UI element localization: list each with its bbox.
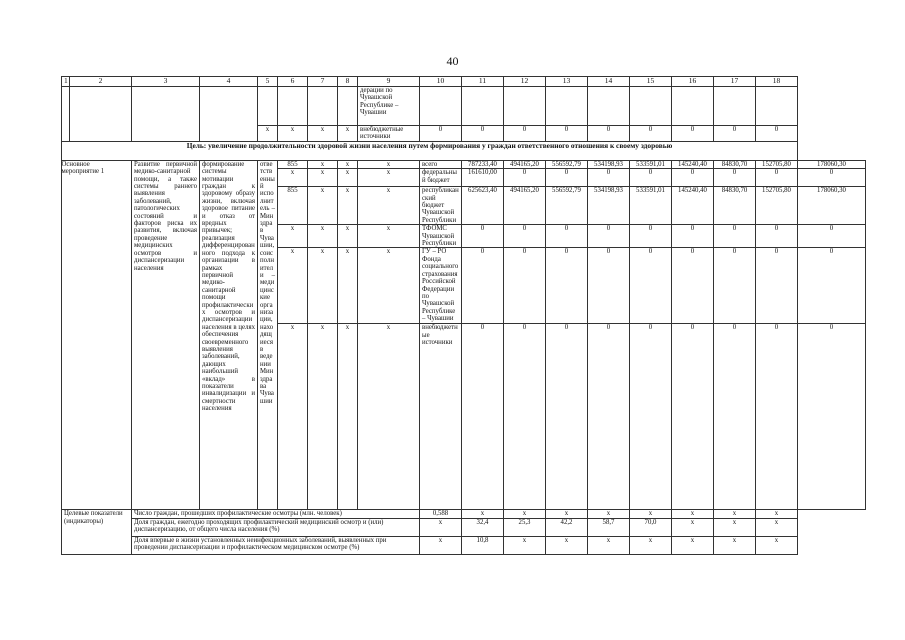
source-cell: ТФОМС Чувашской Республики	[420, 225, 462, 248]
source-cell: внебюджетные источники	[358, 126, 420, 142]
col-header: 16	[672, 77, 714, 87]
col-header: 4	[200, 77, 258, 87]
source-cell: дерации по Чувашской Республике – Чувашии	[358, 87, 420, 126]
indicator-name: Доля впервые в жизни установленных неинфекционных заболеваний, выявленных при проведении диспансеризации и профилактическом медицинском осмотре (%)	[132, 536, 420, 554]
source-cell: всего	[420, 160, 462, 168]
col-header: 11	[462, 77, 504, 87]
source-cell: внебюджетные источники	[420, 324, 462, 510]
event-label: Основное мероприятие 1	[60, 160, 122, 510]
indicator-name: Число граждан, прошедших профилактические осмотры (млн. человек)	[132, 510, 420, 518]
table-row: 855 x x x республиканский бюджет Чувашской Республики 625623,40 494165,20 556592,79 534198,93 533591,01 145240,40 84830,70 152705,80 178060,30	[62, 187, 866, 225]
col-header: 8	[338, 77, 358, 87]
col-header: 17	[714, 77, 756, 87]
col-header: 5	[258, 77, 278, 87]
source-cell: республиканский бюджет Чувашской Республики	[420, 187, 462, 225]
page-number: 40	[446, 54, 459, 68]
table-row: Основное мероприятие 1 Развитие первичной медико-санитарной помощи, а также системы раннего выявления заболеваний, патологических состояний и факторов риска их развития, включая проведение медицинских осмотров и диспансеризации населения формирование системы мотивации граждан к здоровому образу жизни, включая здоровое питание и отказ от вредных привычек; реализация дифференцированного подхода к организации в рамках первичной медико-санитарной помощи профилактических осмотров и диспансеризации населения в целях обеспечения своевременного выявления заболеваний, дающих наибольший «вклад» в показатели инвалидизации и смертности населения ответственный исполнитель – Минздрав Чувашии, соисполнители – медицинские организации, находящиеся в ведении Минздрава Чувашии 855 x x x всего 787233,40 494165,20 556592,79 534198,93 533591,01 145240,40 84830,70 152705,80 178060,30	[62, 160, 866, 168]
table-row: x x x x внебюджетные источники 0 0 0 0 0 0 0 0 0	[62, 126, 866, 142]
col-header: 7	[308, 77, 338, 87]
table-row	[62, 87, 866, 126]
event-tasks: формирование системы мотивации граждан к здоровому образу жизни, включая здоровое питание и отказ от вредных привычек; реализация дифференцированного подхода к организации в рамках первичной медико-санитарной помощи профилактических осмотров и диспансеризации населения в целях обеспечения своевременного выявления заболеваний, дающих наибольший «вклад» в показатели инвалидизации и смертности населения	[200, 160, 258, 510]
table-row: x x x x ТФОМС Чувашской Республики 0 0 0 0 0 0 0 0 0	[62, 225, 866, 248]
indicators-label: Целевые показатели (индикаторы)	[62, 510, 132, 554]
col-header: 13	[546, 77, 588, 87]
event-executor: ответственный исполнитель – Минздрав Чувашии, соисполнители – медицинские организации, находящиеся в ведении Минздрава Чувашии	[258, 160, 278, 510]
col-header: 15	[630, 77, 672, 87]
indicator-name: Доля граждан, ежегодно проходящих профилактический медицинский осмотр и (или) диспансеризацию, от общего числа населения (%)	[132, 518, 420, 536]
source-cell: федеральный бюджет	[420, 169, 462, 187]
col-header: 6	[278, 77, 308, 87]
column-number-row	[62, 77, 866, 87]
col-header: 10	[420, 77, 462, 87]
col-header: 12	[504, 77, 546, 87]
program-table	[61, 76, 866, 555]
table-row: x x x x ГУ – РО Фонда социального страхования Российской Федерации по Чувашской Республике – Чувашии 0 0 0 0 0 0 0 0 0	[62, 248, 866, 324]
table-row: x x x x внебюджетные источники 0 0 0 0 0 0 0 0 0	[62, 324, 866, 510]
col-header: 14	[588, 77, 630, 87]
col-header: 9	[358, 77, 420, 87]
goal-heading: Цель: увеличение продолжительности здоровой жизни населения путем формирования у граждан ответственного отношения к своему здоровью	[62, 141, 798, 160]
col-header: 1	[62, 77, 70, 87]
col-header: 3	[132, 77, 200, 87]
indicator-row: Доля впервые в жизни установленных неинфекционных заболеваний, выявленных при проведении диспансеризации и профилактическом медицинском осмотре (%) x 10,8 x x x x x x x	[62, 536, 866, 554]
indicator-row: Доля граждан, ежегодно проходящих профилактический медицинский осмотр и (или) диспансеризацию, от общего числа населения (%) x 32,4 25,3 42,2 58,7 70,0 x x x	[62, 518, 866, 536]
event-name: Развитие первичной медико-санитарной помощи, а также системы раннего выявления заболеваний, патологических состояний и факторов риска их развития, включая проведение медицинских осмотров и диспансеризации населения	[132, 160, 200, 510]
col-header: 18	[756, 77, 798, 87]
table-row: x x x x федеральный бюджет 161610,00 0 0 0 0 0 0 0 0	[62, 169, 866, 187]
goal-row	[62, 141, 866, 160]
indicator-row: Целевые показатели (индикаторы) Число граждан, прошедших профилактические осмотры (млн. человек) 0,588 x x x x x x x x	[62, 510, 866, 518]
source-cell: ГУ – РО Фонда социального страхования Российской Федерации по Чувашской Республике – Чувашии	[420, 248, 462, 324]
col-header: 2	[70, 77, 132, 87]
